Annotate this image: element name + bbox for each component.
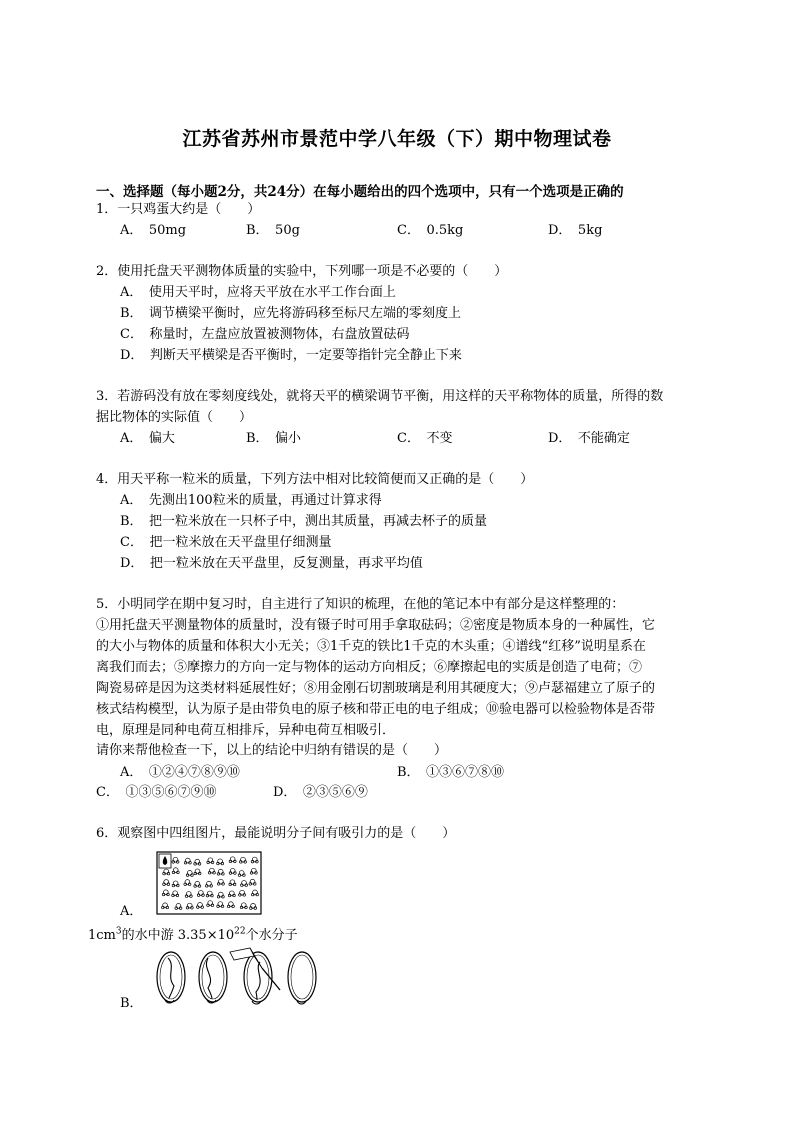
q6-stem: 6．观察图中四组图片，最能说明分子间有吸引力的是（ ） [96,826,456,841]
q5-option-a[interactable]: A． ①②④⑦⑧⑨⑩ [120,765,240,780]
page-title: 江苏省苏州市景范中学八年级（下）期中物理试卷 [182,128,612,150]
q5-line: 核式结构模型，认为原子是由带负电的原子核和带正电的电子组成；⑩验电器可以检验物体是否带 [96,702,656,717]
q2-option-c[interactable]: C． 称量时，左盘应放置被测物体，右盘放置砝码 [120,327,410,342]
q3-stem-line-1: 3．若游码没有放在零刻度线处，就将天平的横梁调节平衡，用这样的天平称物体的质量，所得的数 [96,389,664,404]
q2-stem: 2．使用托盘天平测物体质量的实验中，下列哪一项是不必要的（ ） [96,264,508,279]
q3-option-d[interactable]: D． 不能确定 [548,431,630,446]
q5-line: 陶瓷易碎是因为这类材料延展性好；⑧用金刚石切割玻璃是利用其硬度大；⑨卢瑟福建立了原子的 [96,681,656,696]
q1-option-b[interactable]: B． 50g [246,223,300,238]
q1-stem: 1．一只鸡蛋大约是（ ） [96,202,261,217]
q2-option-d[interactable]: D． 判断天平横梁是否平衡时，一定要等指针完全静止下来 [120,348,462,363]
q4-option-d[interactable]: D． 把一粒米放在天平盘里，反复测量，再求平均值 [120,556,423,571]
q5-option-c[interactable]: C． ①③⑤⑥⑦⑨⑩ [96,785,217,800]
q4-stem: 4．用天平称一粒米的质量，下列方法中相对比较简便而又正确的是（ ） [96,472,534,487]
q5-line: ①用托盘天平测量物体的质量时，没有镊子时可用手拿取砝码；②密度是物质本身的一种属性，它 [96,618,656,633]
q5-option-b[interactable]: B． ①③⑥⑦⑧⑩ [397,765,505,780]
water-molecules-figure [156,851,262,915]
q5-line: 5．小明同学在期中复习时，自主进行了知识的梳理，在他的笔记本中有部分是这样整理的： [96,597,625,612]
q6-option-b[interactable]: B． [120,996,143,1011]
q1-option-a[interactable]: A． 50mg [120,223,187,238]
q6-option-a[interactable]: A． [120,904,143,919]
section-heading: 一、选择题（每小题2分，共24分）在每小题给出的四个选项中，只有一个选项是正确的 [96,184,624,200]
q5-line: 的大小与物体的质量和体积大小无关；③1千克的铁比1千克的木头重；④谱线“红移”说明星系在 [96,639,646,654]
q4-option-b[interactable]: B． 把一粒米放在一只杯子中，测出其质量，再减去杯子的质量 [120,514,488,529]
q2-option-b[interactable]: B． 调节横梁平衡时，应先将游码移至标尺左端的零刻度上 [120,306,462,321]
q2-option-a[interactable]: A． 使用天平时，应将天平放在水平工作台面上 [120,285,396,300]
caption-exponent: 3 [115,926,122,937]
q3-option-b[interactable]: B． 偏小 [246,431,302,446]
q3-stem-line-2: 据比物体的实际值（ ） [96,410,253,425]
q1-option-d[interactable]: D． 5kg [548,223,603,238]
q5-line: 请你来帮他检查一下，以上的结论中归纳有错误的是（ ） [96,743,448,758]
caption-suffix: 个水分子 [245,928,298,943]
q4-option-c[interactable]: C． 把一粒米放在天平盘里仔细测量 [120,535,332,550]
q5-line: 离我们而去；⑤摩擦力的方向一定与物体的运动方向相反；⑥摩擦起电的实质是创造了电荷；⑦ [96,660,643,675]
caption-text: 的水中游 3.35×10 [121,928,235,943]
q5-option-d[interactable]: D． ②③⑤⑥⑨ [273,785,368,800]
q6-caption [88,926,298,946]
soap-film-figure [150,946,326,1010]
q3-option-c[interactable]: C． 不变 [397,431,453,446]
q1-option-c[interactable]: C． 0.5kg [397,223,464,238]
caption-power: 22 [234,926,246,937]
q5-line: 电，原理是同种电荷互相排斥，异种电荷互相吸引． [96,723,396,738]
q4-option-a[interactable]: A． 先测出100粒米的质量，再通过计算求得 [120,493,382,508]
caption-unit: 1cm [88,928,116,943]
q3-option-a[interactable]: A． 偏大 [120,431,175,446]
